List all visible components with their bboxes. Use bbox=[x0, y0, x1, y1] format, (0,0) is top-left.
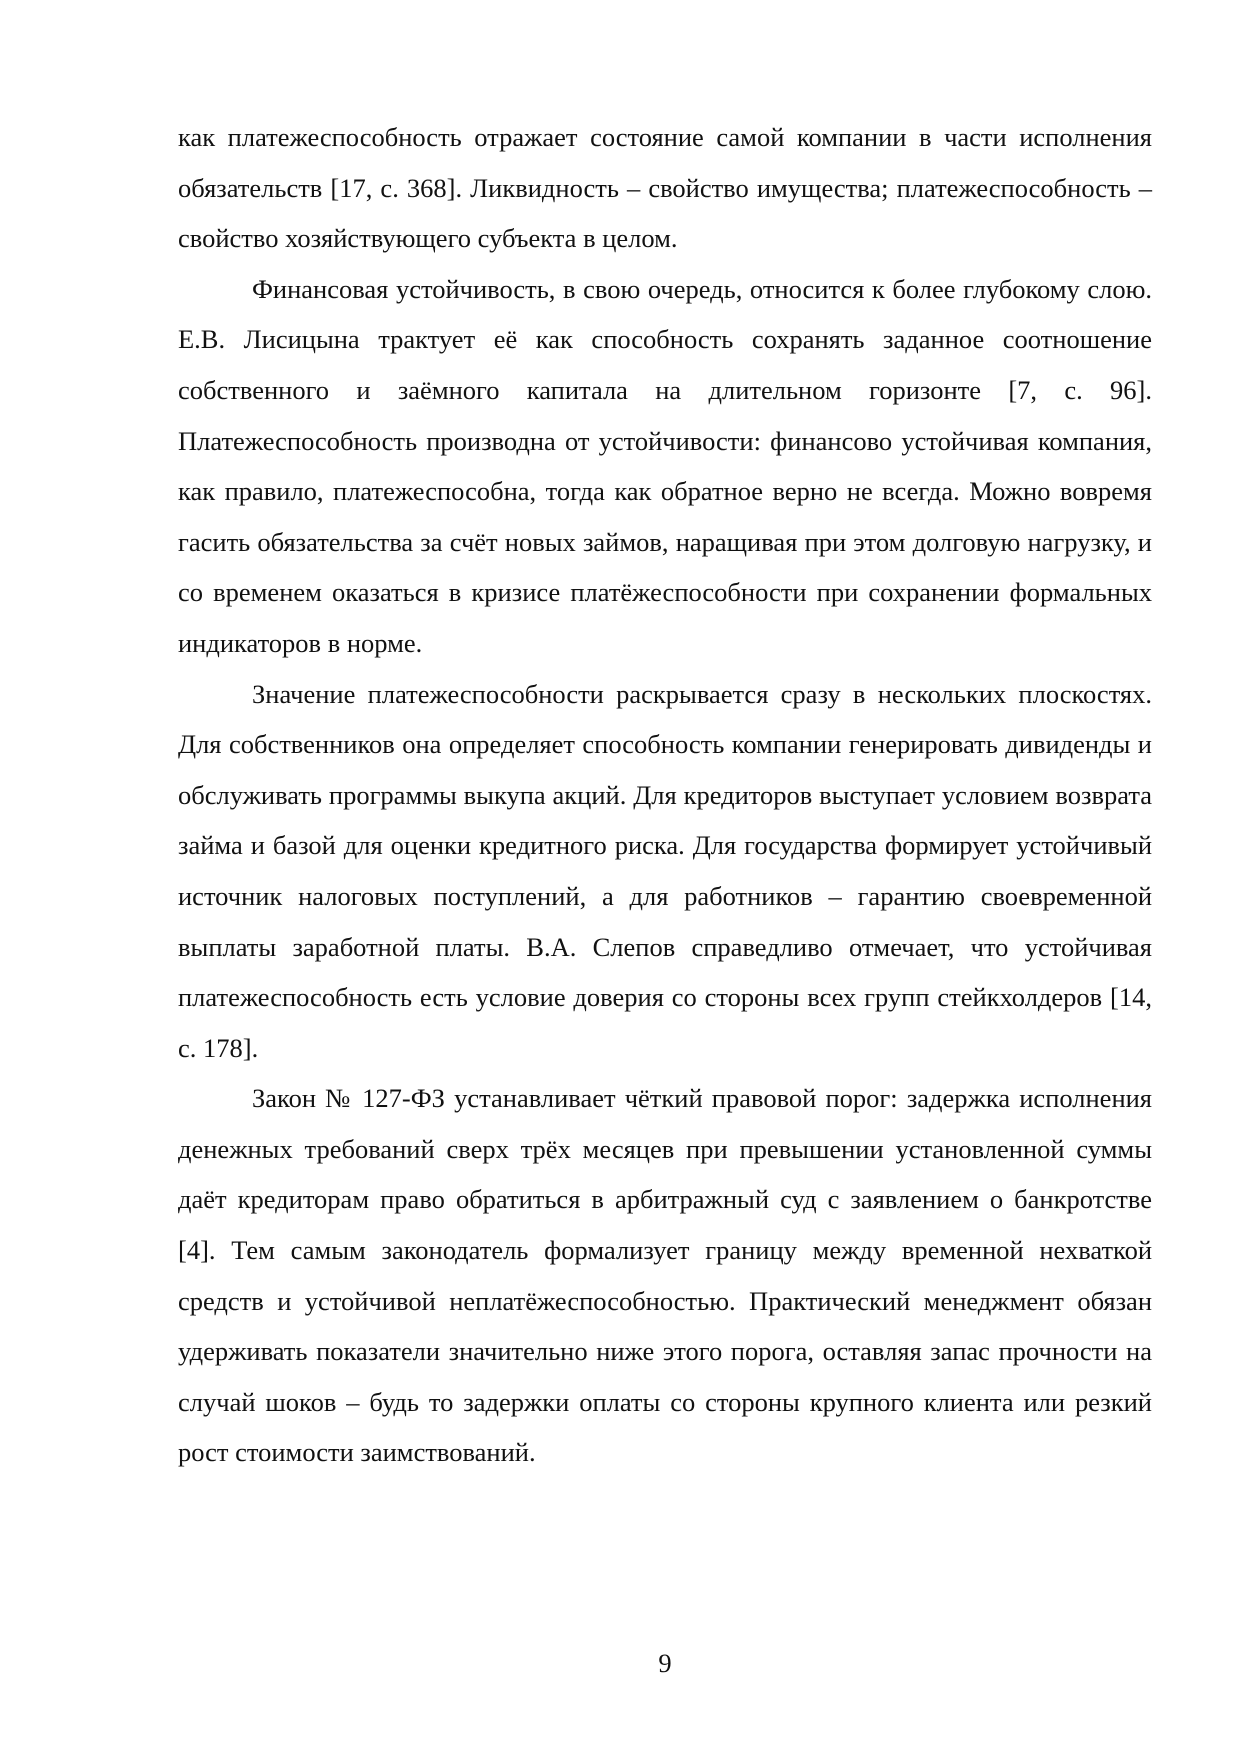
paragraph-financial-stability: Финансовая устойчивость, в свою очередь, относится к более глубокому слою. Е.В. Лисицына трактует её как способность сохранять заданное соотношение собственного и заёмного капитала на длительном горизонте [7, с. 96]. Платежеспособность производна от устойчивости: финансово устойчивая компания, как правило, платежеспособна, тогда как обратное верно не всегда. Можно вовремя гасить обязательства за счёт новых займов, наращивая при этом долговую нагрузку, и со временем оказаться в кризисе платёжеспособности при сохранении формальных индикаторов в норме. bbox=[178, 273, 1152, 658]
paragraph-solvency-significance: Значение платежеспособности раскрывается сразу в нескольких плоскостях. Для собственников она определяет способность компании генерировать дивиденды и обслуживать программы выкупа акций. Для кредиторов выступает условием возврата займа и базой для оценки кредитного риска. Для государства формирует устойчивый источник налоговых поступлений, а для работников – гарантию своевременной выплаты заработной платы. В.А. Слепов справедливо отмечает, что устойчивая платежеспособность есть условие доверия со стороны всех групп стейкхолдеров [14, с. 178]. bbox=[178, 678, 1152, 1063]
paragraph-continuation: как платежеспособность отражает состояние самой компании в части исполнения обязательств [17, с. 368]. Ликвидность – свойство имущества; платежеспособность – свойство хозяйствующего субъекта в целом. bbox=[178, 122, 1152, 254]
page-number: 9 bbox=[658, 1648, 672, 1678]
paragraph-bankruptcy-law: Закон № 127-ФЗ устанавливает чёткий правовой порог: задержка исполнения денежных требований сверх трёх месяцев при превышении установленной суммы даёт кредиторам право обратиться в арбитражный суд с заявлением о банкротстве [4]. Тем самым законодатель формализует границу между временной нехваткой средств и устойчивой неплатёжеспособностью. Практический менеджмент обязан удерживать показатели значительно ниже этого порога, оставляя запас прочности на случай шоков – будь то задержки оплаты со стороны крупного клиента или резкий рост стоимости заимствований. bbox=[178, 1083, 1152, 1468]
body-text bbox=[178, 112, 1152, 1478]
